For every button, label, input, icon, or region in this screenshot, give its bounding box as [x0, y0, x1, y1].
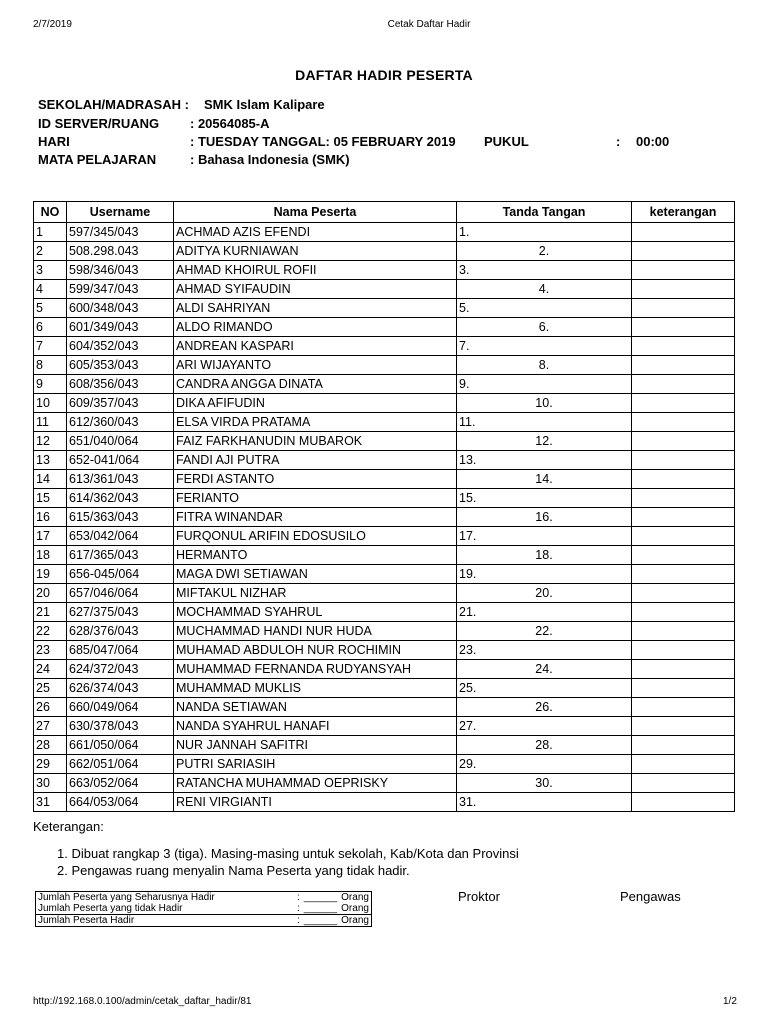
summary-label: Jumlah Peserta yang tidak Hadir: [38, 903, 183, 914]
table-row: [34, 546, 735, 565]
pengawas-signature-label: Pengawas: [620, 889, 681, 904]
cell-name: MUHAMMAD FERNANDA RUDYANSYAH: [174, 660, 457, 679]
table-row: [34, 318, 735, 337]
table-row: [34, 660, 735, 679]
table-row: [34, 337, 735, 356]
cell-name: RATANCHA MUHAMMAD OEPRISKY: [174, 774, 457, 793]
summary-blank: ______: [303, 892, 338, 903]
cell-note: [632, 584, 735, 603]
cell-username: 652-041/064: [67, 451, 174, 470]
cell-note: [632, 508, 735, 527]
print-date: 2/7/2019: [33, 19, 72, 30]
cell-name: MUHAMAD ABDULOH NUR ROCHIMIN: [174, 641, 457, 660]
cell-no: 16: [34, 508, 67, 527]
cell-name: ARI WIJAYANTO: [174, 356, 457, 375]
cell-name: DIKA AFIFUDIN: [174, 394, 457, 413]
cell-name: NANDA SETIAWAN: [174, 698, 457, 717]
table-row: [34, 584, 735, 603]
cell-username: 663/052/064: [67, 774, 174, 793]
summary-blank: ______: [303, 915, 338, 926]
table-row: [34, 375, 735, 394]
cell-username: 653/042/064: [67, 527, 174, 546]
cell-note: [632, 755, 735, 774]
cell-signature: 28.: [457, 736, 632, 755]
cell-signature: 26.: [457, 698, 632, 717]
cell-name: FERIANTO: [174, 489, 457, 508]
cell-note: [632, 432, 735, 451]
cell-no: 17: [34, 527, 67, 546]
cell-signature: 19.: [457, 565, 632, 584]
cell-no: 12: [34, 432, 67, 451]
note-item: 1. Dibuat rangkap 3 (tiga). Masing-masing untuk sekolah, Kab/Kota dan Provinsi: [57, 846, 519, 861]
cell-username: 609/357/043: [67, 394, 174, 413]
cell-note: [632, 698, 735, 717]
table-row: [34, 413, 735, 432]
summary-row: [36, 903, 372, 915]
cell-username: 660/049/064: [67, 698, 174, 717]
cell-signature: 21.: [457, 603, 632, 622]
cell-name: FAIZ FARKHANUDIN MUBAROK: [174, 432, 457, 451]
cell-note: [632, 375, 735, 394]
cell-note: [632, 622, 735, 641]
cell-signature: 23.: [457, 641, 632, 660]
table-row: [34, 280, 735, 299]
day-value: : TUESDAY TANGGAL: 05 FEBRUARY 2019: [190, 134, 456, 149]
table-row: [34, 755, 735, 774]
cell-signature: 1.: [457, 223, 632, 242]
cell-name: FANDI AJI PUTRA: [174, 451, 457, 470]
cell-signature: 3.: [457, 261, 632, 280]
cell-username: 613/361/043: [67, 470, 174, 489]
table-row: [34, 679, 735, 698]
notes-list: [57, 845, 519, 879]
cell-name: ELSA VIRDA PRATAMA: [174, 413, 457, 432]
cell-name: CANDRA ANGGA DINATA: [174, 375, 457, 394]
cell-no: 13: [34, 451, 67, 470]
cell-name: ALDO RIMANDO: [174, 318, 457, 337]
cell-note: [632, 660, 735, 679]
cell-note: [632, 223, 735, 242]
table-row: [34, 603, 735, 622]
cell-signature: 7.: [457, 337, 632, 356]
cell-signature: 14.: [457, 470, 632, 489]
time-separator: :: [616, 134, 621, 149]
cell-name: AHMAD KHOIRUL ROFII: [174, 261, 457, 280]
table-row: [34, 356, 735, 375]
cell-name: HERMANTO: [174, 546, 457, 565]
cell-note: [632, 641, 735, 660]
time-value: 00:00: [636, 134, 670, 149]
cell-name: ALDI SAHRIYAN: [174, 299, 457, 318]
cell-name: MUHAMMAD MUKLIS: [174, 679, 457, 698]
cell-note: [632, 337, 735, 356]
header-no: NO: [34, 202, 67, 223]
cell-note: [632, 356, 735, 375]
cell-signature: 17.: [457, 527, 632, 546]
cell-username: 657/046/064: [67, 584, 174, 603]
cell-note: [632, 451, 735, 470]
summary-blank: ______: [303, 903, 338, 914]
cell-note: [632, 603, 735, 622]
document-title: DAFTAR HADIR PESERTA: [295, 67, 473, 83]
cell-no: 22: [34, 622, 67, 641]
cell-signature: 9.: [457, 375, 632, 394]
cell-name: NUR JANNAH SAFITRI: [174, 736, 457, 755]
cell-name: RENI VIRGIANTI: [174, 793, 457, 812]
cell-username: 601/349/043: [67, 318, 174, 337]
cell-username: 605/353/043: [67, 356, 174, 375]
cell-signature: 2.: [457, 242, 632, 261]
footer-url: http://192.168.0.100/admin/cetak_daftar_hadir/81: [33, 996, 252, 1007]
cell-username: 599/347/043: [67, 280, 174, 299]
table-body: [34, 223, 735, 812]
header-name: Nama Peserta: [174, 202, 457, 223]
table-row: [34, 565, 735, 584]
cell-signature: 18.: [457, 546, 632, 565]
table-row: [34, 394, 735, 413]
cell-no: 28: [34, 736, 67, 755]
cell-name: MOCHAMMAD SYAHRUL: [174, 603, 457, 622]
cell-note: [632, 565, 735, 584]
summary-table: [35, 891, 372, 927]
cell-name: NANDA SYAHRUL HANAFI: [174, 717, 457, 736]
table-row: [34, 717, 735, 736]
cell-no: 25: [34, 679, 67, 698]
cell-no: 10: [34, 394, 67, 413]
cell-no: 15: [34, 489, 67, 508]
cell-username: 685/047/064: [67, 641, 174, 660]
cell-note: [632, 280, 735, 299]
summary-box-bottom: [36, 915, 372, 927]
cell-name: ACHMAD AZIS EFENDI: [174, 223, 457, 242]
cell-no: 21: [34, 603, 67, 622]
cell-no: 20: [34, 584, 67, 603]
header-username: Username: [67, 202, 174, 223]
school-value: SMK Islam Kalipare: [204, 97, 325, 112]
cell-signature: 31.: [457, 793, 632, 812]
cell-signature: 22.: [457, 622, 632, 641]
table-row: [34, 508, 735, 527]
summary-label: Jumlah Peserta yang Seharusnya Hadir: [38, 892, 215, 903]
cell-no: 11: [34, 413, 67, 432]
cell-note: [632, 717, 735, 736]
cell-signature: 5.: [457, 299, 632, 318]
cell-signature: 4.: [457, 280, 632, 299]
cell-username: 656-045/064: [67, 565, 174, 584]
cell-username: 662/051/064: [67, 755, 174, 774]
table-row: [34, 489, 735, 508]
table-row: [34, 774, 735, 793]
table-row: [34, 698, 735, 717]
table-row: [34, 470, 735, 489]
cell-username: 617/365/043: [67, 546, 174, 565]
cell-username: 664/053/064: [67, 793, 174, 812]
cell-name: MUCHAMMAD HANDI NUR HUDA: [174, 622, 457, 641]
cell-username: 661/050/064: [67, 736, 174, 755]
cell-no: 23: [34, 641, 67, 660]
time-label: PUKUL: [484, 134, 529, 149]
cell-name: ANDREAN KASPARI: [174, 337, 457, 356]
cell-signature: 27.: [457, 717, 632, 736]
cell-username: 626/374/043: [67, 679, 174, 698]
footer-page-number: 1/2: [723, 996, 737, 1007]
cell-note: [632, 242, 735, 261]
cell-username: 604/352/043: [67, 337, 174, 356]
summary-sep: :: [297, 915, 300, 926]
table-row: [34, 432, 735, 451]
cell-note: [632, 774, 735, 793]
cell-name: FERDI ASTANTO: [174, 470, 457, 489]
cell-name: AHMAD SYIFAUDIN: [174, 280, 457, 299]
cell-signature: 25.: [457, 679, 632, 698]
cell-username: 651/040/064: [67, 432, 174, 451]
cell-note: [632, 470, 735, 489]
table-row: [34, 299, 735, 318]
cell-username: 614/362/043: [67, 489, 174, 508]
header-signature: Tanda Tangan: [457, 202, 632, 223]
cell-username: 628/376/043: [67, 622, 174, 641]
subject-value: : Bahasa Indonesia (SMK): [190, 152, 350, 167]
cell-no: 30: [34, 774, 67, 793]
cell-signature: 24.: [457, 660, 632, 679]
cell-signature: 20.: [457, 584, 632, 603]
summary-row: [36, 892, 372, 904]
cell-no: 7: [34, 337, 67, 356]
cell-username: 598/346/043: [67, 261, 174, 280]
cell-note: [632, 299, 735, 318]
summary-unit: Orang: [341, 903, 369, 914]
table-row: [34, 641, 735, 660]
summary-row: [36, 915, 372, 927]
print-header-title: Cetak Daftar Hadir: [387, 19, 471, 30]
cell-no: 8: [34, 356, 67, 375]
cell-signature: 8.: [457, 356, 632, 375]
subject-label: MATA PELAJARAN: [38, 152, 157, 167]
cell-note: [632, 413, 735, 432]
note-item: 2. Pengawas ruang menyalin Nama Peserta yang tidak hadir.: [57, 863, 410, 878]
table-row: [34, 736, 735, 755]
notes-label: Keterangan:: [33, 819, 104, 834]
cell-signature: 13.: [457, 451, 632, 470]
summary-sep: :: [297, 903, 300, 914]
cell-username: 615/363/043: [67, 508, 174, 527]
cell-signature: 11.: [457, 413, 632, 432]
cell-no: 18: [34, 546, 67, 565]
cell-no: 19: [34, 565, 67, 584]
cell-name: MIFTAKUL NIZHAR: [174, 584, 457, 603]
cell-no: 26: [34, 698, 67, 717]
cell-note: [632, 546, 735, 565]
cell-note: [632, 527, 735, 546]
table-row: [34, 451, 735, 470]
cell-no: 27: [34, 717, 67, 736]
header-note: keterangan: [632, 202, 735, 223]
cell-no: 9: [34, 375, 67, 394]
cell-username: 608/356/043: [67, 375, 174, 394]
cell-username: 508.298.043: [67, 242, 174, 261]
cell-no: 6: [34, 318, 67, 337]
cell-signature: 15.: [457, 489, 632, 508]
cell-signature: 12.: [457, 432, 632, 451]
cell-name: PUTRI SARIASIH: [174, 755, 457, 774]
cell-signature: 6.: [457, 318, 632, 337]
cell-note: [632, 793, 735, 812]
cell-no: 31: [34, 793, 67, 812]
cell-username: 600/348/043: [67, 299, 174, 318]
cell-note: [632, 489, 735, 508]
cell-username: 597/345/043: [67, 223, 174, 242]
summary-sep: :: [297, 892, 300, 903]
summary-unit: Orang: [341, 915, 369, 926]
cell-no: 5: [34, 299, 67, 318]
cell-signature: 10.: [457, 394, 632, 413]
table-header-row: [34, 202, 735, 223]
summary-label: Jumlah Peserta Hadir: [38, 915, 135, 926]
server-label: ID SERVER/RUANG: [38, 116, 160, 131]
cell-name: FURQONUL ARIFIN EDOSUSILO: [174, 527, 457, 546]
cell-signature: 29.: [457, 755, 632, 774]
attendance-table: [33, 201, 735, 812]
table-row: [34, 793, 735, 812]
cell-no: 3: [34, 261, 67, 280]
table-row: [34, 261, 735, 280]
cell-name: MAGA DWI SETIAWAN: [174, 565, 457, 584]
cell-note: [632, 318, 735, 337]
summary-unit: Orang: [341, 892, 369, 903]
cell-signature: 16.: [457, 508, 632, 527]
server-value: : 20564085-A: [190, 116, 270, 131]
cell-no: 2: [34, 242, 67, 261]
table-row: [34, 622, 735, 641]
cell-username: 624/372/043: [67, 660, 174, 679]
cell-name: FITRA WINANDAR: [174, 508, 457, 527]
cell-signature: 30.: [457, 774, 632, 793]
cell-no: 14: [34, 470, 67, 489]
cell-no: 24: [34, 660, 67, 679]
cell-username: 630/378/043: [67, 717, 174, 736]
table-row: [34, 242, 735, 261]
school-label: SEKOLAH/MADRASAH :: [38, 97, 189, 112]
cell-note: [632, 679, 735, 698]
cell-no: 1: [34, 223, 67, 242]
cell-no: 29: [34, 755, 67, 774]
proktor-signature-label: Proktor: [458, 889, 500, 904]
cell-note: [632, 736, 735, 755]
table-row: [34, 223, 735, 242]
cell-name: ADITYA KURNIAWAN: [174, 242, 457, 261]
cell-note: [632, 394, 735, 413]
summary-box-top: [36, 892, 372, 915]
cell-username: 612/360/043: [67, 413, 174, 432]
day-label: HARI: [38, 134, 70, 149]
cell-username: 627/375/043: [67, 603, 174, 622]
table-row: [34, 527, 735, 546]
cell-no: 4: [34, 280, 67, 299]
cell-note: [632, 261, 735, 280]
